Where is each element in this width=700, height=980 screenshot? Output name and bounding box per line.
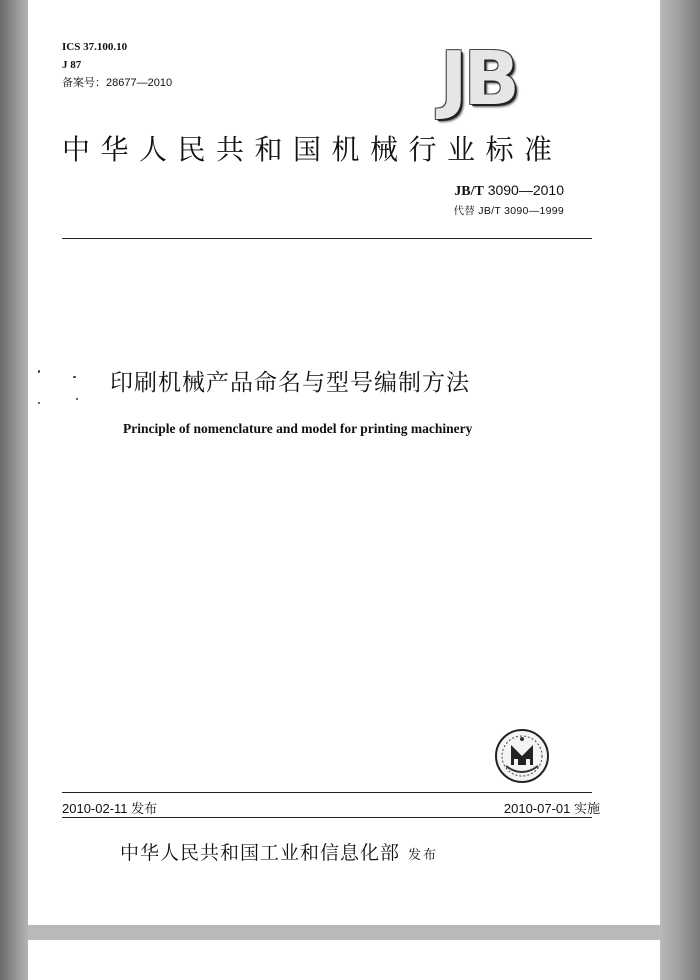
scan-speck	[73, 376, 76, 378]
publisher	[120, 838, 438, 865]
scan-speck	[76, 398, 78, 400]
title-english: Principle of nomenclature and model for printing machinery	[123, 421, 473, 436]
jb-logo: JB	[440, 36, 516, 122]
implementation-date: 2010-07-01 实施	[503, 801, 600, 816]
title-chinese: 印刷机械产品命名与型号编制方法	[110, 369, 470, 395]
footer-divider-bottom	[62, 817, 592, 818]
footer-divider-top	[62, 792, 592, 793]
header-divider	[62, 238, 592, 239]
standard-prefix: JB/T	[454, 184, 484, 199]
scan-speck	[38, 402, 40, 404]
record-number: 备案号：28677—2010	[62, 77, 173, 89]
publisher-suffix: 发布	[408, 847, 439, 862]
replaces-standard: 代替 JB/T 3090—1999	[453, 205, 564, 217]
ccs-code: J 87	[62, 59, 82, 71]
ministry-seal-icon	[494, 728, 550, 784]
scan-speck	[38, 370, 40, 373]
document-page	[28, 0, 660, 925]
publisher-name: 中华人民共和国工业和信息化部	[120, 843, 401, 864]
standard-year: 3090—2010	[487, 182, 564, 198]
next-page-edge	[28, 940, 660, 980]
industry-standard-heading: 中华人民共和国机械行业标准	[62, 134, 563, 165]
issue-date: 2010-02-11 发布	[62, 801, 158, 816]
standard-number	[454, 182, 564, 200]
ics-code: ICS 37.100.10	[62, 41, 128, 53]
